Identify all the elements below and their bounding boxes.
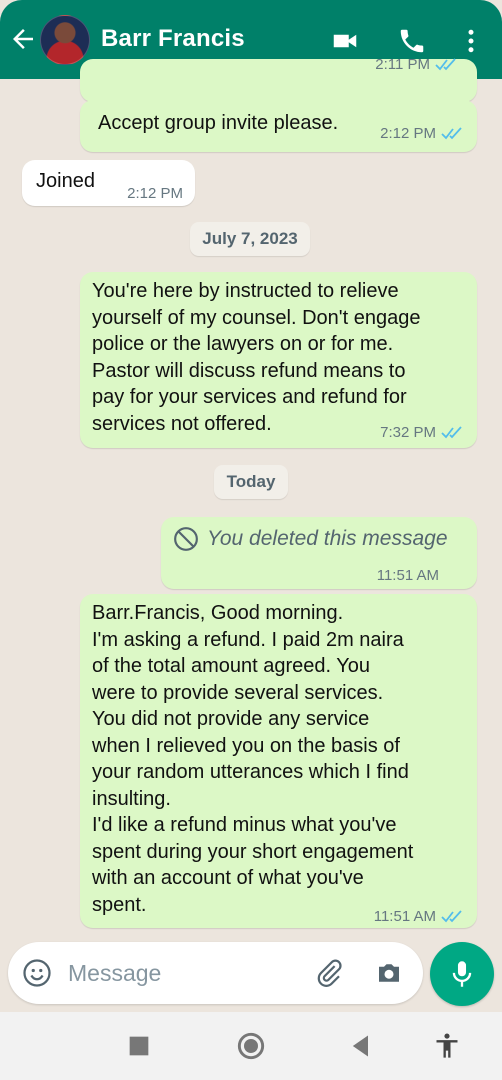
- nav-back-icon[interactable]: [347, 1032, 375, 1060]
- message-bubble[interactable]: [80, 272, 477, 448]
- home-icon[interactable]: [237, 1032, 265, 1060]
- message-meta: [375, 52, 459, 79]
- read-ticks-icon: [441, 910, 465, 924]
- message-list[interactable]: [0, 56, 502, 939]
- message-time: 2:11 PM: [375, 56, 430, 73]
- message-time: 2:12 PM: [380, 125, 436, 142]
- read-ticks-icon: [441, 426, 465, 440]
- message-text: You're here by instructed to relieve yourself of my counsel. Don't engage police or the lawyers on or for me. Pastor will discuss refund means to pay for your services and refund for services not offered.: [92, 280, 421, 435]
- date-chip: Today: [214, 465, 288, 499]
- contact-avatar[interactable]: [40, 15, 90, 65]
- message-text: Barr.Francis, Good morning. I'm asking a refund. I paid 2m naira of the total amount agreed. You were to provide several services. You did not provide any service when I relieved you on the basis of your random utterances which I find insulting. I'd like a refund minus what you've spent during your short engagement with an account of what you've spent.: [92, 602, 414, 916]
- contact-name[interactable]: Barr Francis: [101, 25, 245, 52]
- system-nav-bar: [0, 1012, 502, 1080]
- recent-apps-icon[interactable]: [125, 1032, 153, 1060]
- message-time: 11:51 AM: [373, 908, 436, 925]
- message-input[interactable]: Message: [68, 960, 162, 986]
- message-time: 2:12 PM: [127, 185, 183, 202]
- deleted-message: [173, 526, 448, 553]
- camera-icon[interactable]: [374, 958, 404, 988]
- back-arrow-icon[interactable]: [8, 24, 38, 54]
- more-vert-icon[interactable]: [456, 26, 486, 56]
- message-meta: [127, 181, 183, 208]
- message-meta: [374, 904, 465, 931]
- emoji-icon[interactable]: [22, 958, 52, 988]
- message-meta: [380, 420, 465, 447]
- blocked-icon: [173, 526, 199, 552]
- deleted-message-text: You deleted this message: [207, 527, 448, 550]
- message-meta: [380, 121, 465, 148]
- message-text: Accept group invite please.: [98, 112, 339, 134]
- voice-record-button[interactable]: [430, 942, 494, 1006]
- attach-icon[interactable]: [314, 958, 344, 988]
- video-call-icon[interactable]: [330, 26, 360, 56]
- message-bubble-partial[interactable]: [80, 56, 477, 102]
- message-meta: [377, 563, 439, 590]
- read-ticks-icon: [435, 58, 459, 72]
- message-bubble[interactable]: [80, 594, 477, 928]
- message-bubble[interactable]: [80, 100, 477, 152]
- read-ticks-icon: [441, 127, 465, 141]
- message-bubble[interactable]: [22, 160, 195, 206]
- mic-icon: [448, 959, 476, 989]
- message-time: 11:51 AM: [376, 567, 439, 584]
- date-chip: July 7, 2023: [190, 222, 310, 256]
- message-text: Joined: [36, 170, 95, 192]
- message-time: 7:32 PM: [380, 424, 436, 441]
- accessibility-icon[interactable]: [433, 1032, 461, 1060]
- message-bubble-deleted[interactable]: [161, 517, 477, 589]
- message-composer[interactable]: [8, 942, 423, 1004]
